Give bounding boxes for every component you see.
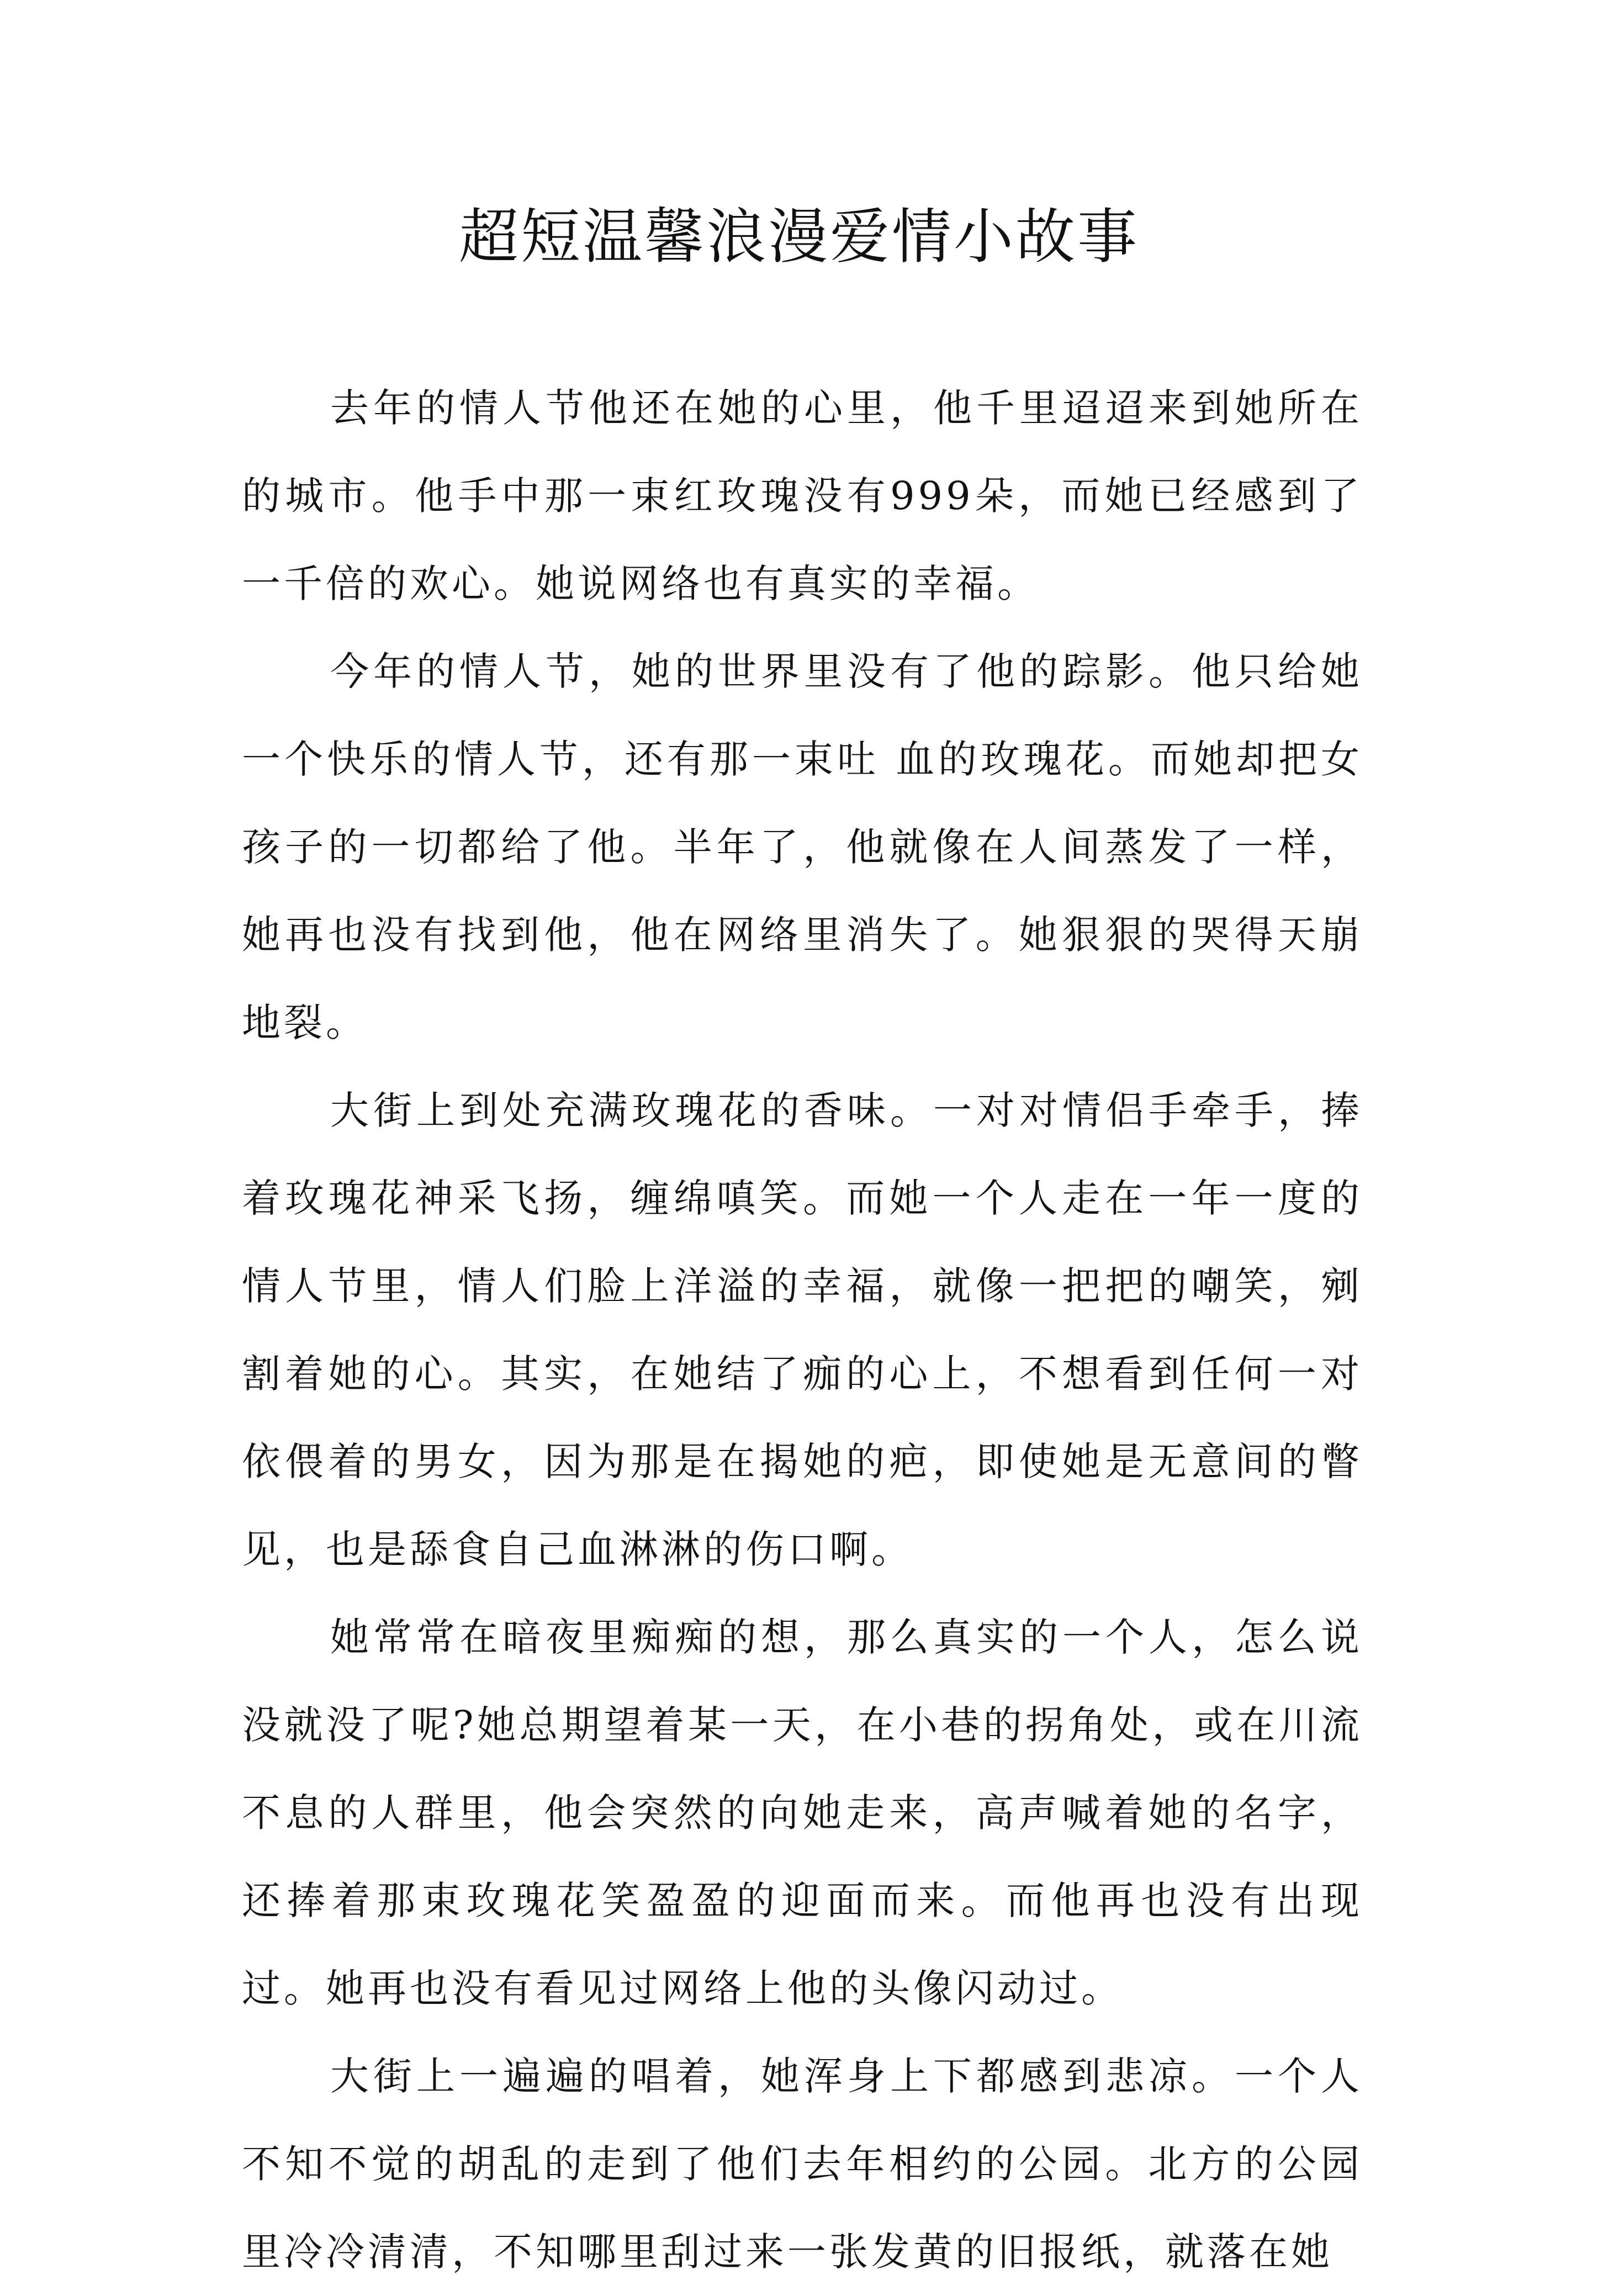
paragraph-2: 今年的情人节，她的世界里没有了他的踪影。他只给她一个快乐的情人节，还有那一束吐 血的玫瑰花。而她却把女孩子的一切都给了他。半年了，他就像在人间蒸发了一样，她再也没有找到他，他在网络里消失了。她狠狠的哭得天崩地裂。 bbox=[242, 649, 1363, 1045]
document-body bbox=[242, 364, 1363, 2296]
paragraph-3: 大街上到处充满玫瑰花的香味。一对对情侣手牵手，捧着玫瑰花神采飞扬，缠绵嗔笑。而她一个人走在一年一度的情人节里，情人们脸上洋溢的幸福，就像一把把的嘲笑，剜割着她的心。其实，在她结了痂的心上，不想看到任何一对依偎着的男女，因为那是在揭她的疤，即使她是无意间的瞥见，也是舔食自己血淋淋的伤口啊。 bbox=[242, 1088, 1363, 1572]
paragraph-4: 她常常在暗夜里痴痴的想，那么真实的一个人，怎么说没就没了呢?她总期望着某一天，在小巷的拐角处，或在川流不息的人群里，他会突然的向她走来，高声喊着她的名字，还捧着那束玫瑰花笑盈盈的迎面而来。而他再也没有出现过。她再也没有看见过网络上他的头像闪动过。 bbox=[242, 1615, 1363, 2011]
paragraph-1: 去年的情人节他还在她的心里，他千里迢迢来到她所在的城市。他手中那一束红玫瑰没有999朵，而她已经感到了一千倍的欢心。她说网络也有真实的幸福。 bbox=[242, 385, 1363, 606]
paragraph-5: 大街上一遍遍的唱着，她浑身上下都感到悲凉。一个人不知不觉的胡乱的走到了他们去年相约的公园。北方的公园里冷冷清清，不知哪里刮过来一张发黄的旧报纸，就落在她 bbox=[242, 2054, 1363, 2274]
document-title: 超短温馨浪漫爱情小故事 bbox=[458, 203, 1139, 272]
